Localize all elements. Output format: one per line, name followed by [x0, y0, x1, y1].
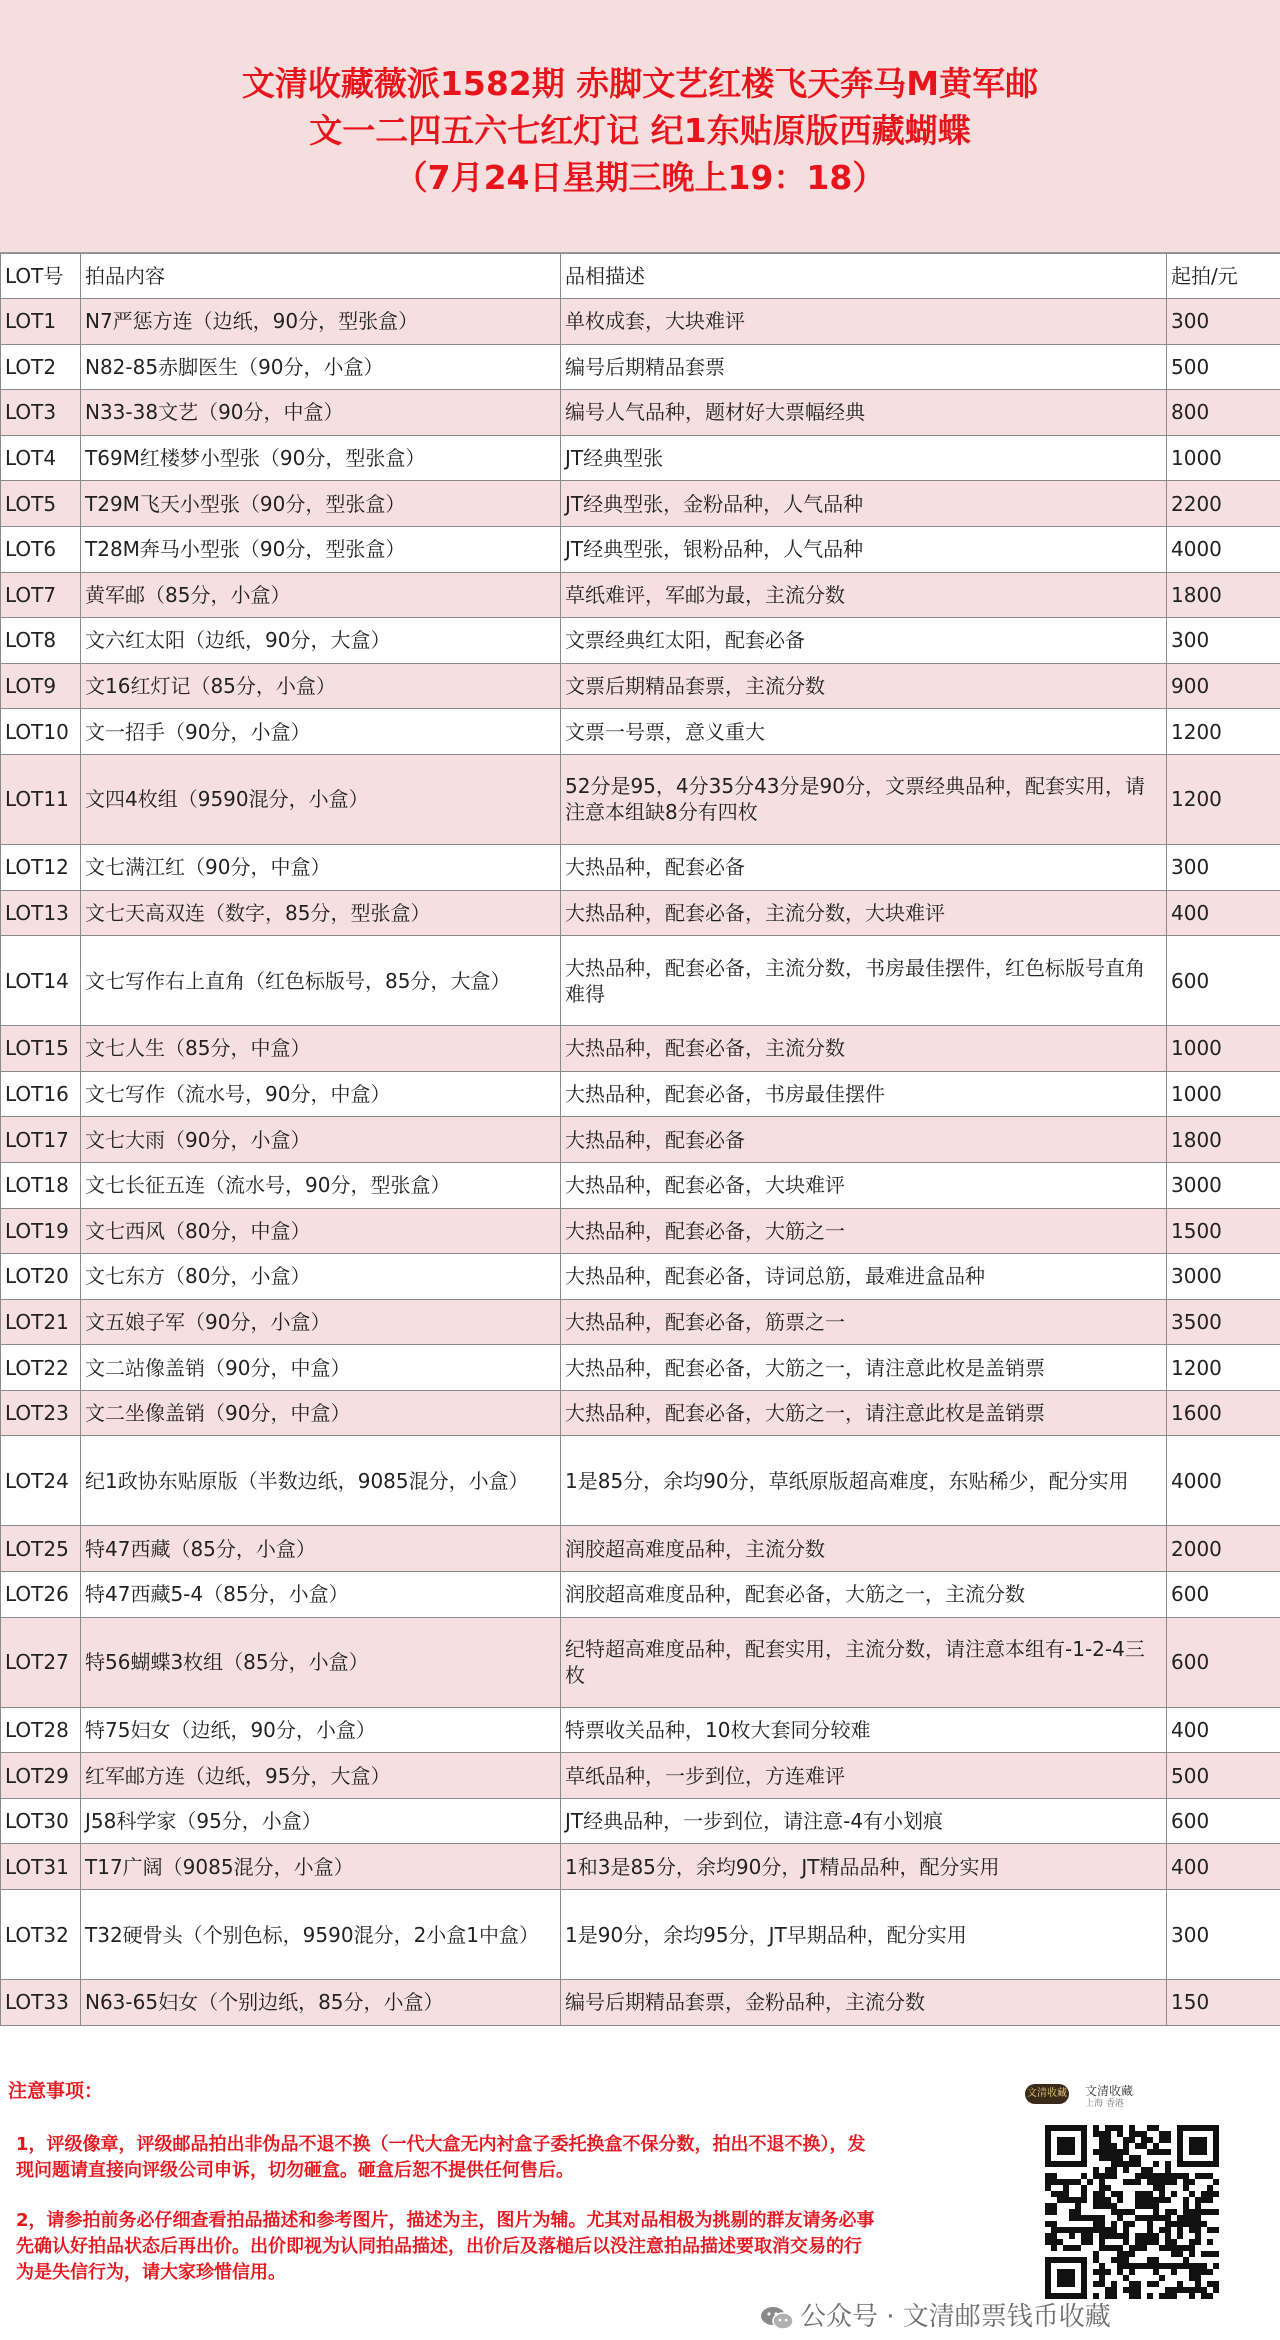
table-header-row: [1, 254, 1280, 299]
lot-cell: LOT26: [1, 1572, 81, 1618]
title-line-3: （7月24日星期三晚上19：18）: [394, 158, 886, 197]
item-cell: 文16红灯记（85分，小盒）: [81, 663, 561, 709]
table-row: [1, 1117, 1280, 1163]
item-cell: N33-38文艺（90分，中盒）: [81, 390, 561, 436]
table-row: [1, 481, 1280, 527]
price-cell: 1000: [1167, 435, 1280, 481]
item-cell: 文五娘子军（90分，小盒）: [81, 1299, 561, 1345]
desc-cell: JT经典型张，金粉品种，人气品种: [561, 481, 1167, 527]
desc-cell: 特票收关品种，10枚大套同分较难: [561, 1707, 1167, 1753]
desc-cell: 纪特超高难度品种，配套实用，主流分数，请注意本组有-1-2-4三枚: [561, 1617, 1167, 1707]
desc-cell: 草纸品种，一步到位，方连难评: [561, 1753, 1167, 1799]
table-row: [1, 344, 1280, 390]
note-1: 1，评级像章，评级邮品拍出非伪品不退不换（一代大盒无内衬盒子委托换盒不保分数，拍出不退不换），发现问题请直接向评级公司申诉，切勿砸盒。砸盒后恕不提供任何售后。: [16, 2134, 866, 2181]
lot-cell: LOT28: [1, 1707, 81, 1753]
item-cell: T32硬骨头（个别色标，9590混分，2小盒1中盒）: [81, 1890, 561, 1980]
table-row: [1, 890, 1280, 936]
price-cell: 4000: [1167, 1436, 1280, 1526]
desc-cell: 大热品种，配套必备，主流分数: [561, 1026, 1167, 1072]
title-line-2: 文一二四五六七红灯记 纪1东贴原版西藏蝴蝶: [309, 111, 971, 150]
price-cell: 1200: [1167, 754, 1280, 844]
lot-cell: LOT16: [1, 1071, 81, 1117]
table-row: [1, 1572, 1280, 1618]
price-cell: 300: [1167, 1890, 1280, 1980]
item-cell: 特75妇女（边纸，90分，小盒）: [81, 1707, 561, 1753]
price-cell: 800: [1167, 390, 1280, 436]
price-cell: 500: [1167, 1753, 1280, 1799]
price-cell: 600: [1167, 936, 1280, 1026]
desc-cell: 文票经典红太阳，配套必备: [561, 618, 1167, 664]
price-cell: 1600: [1167, 1390, 1280, 1436]
lot-cell: LOT27: [1, 1617, 81, 1707]
price-cell: 400: [1167, 1844, 1280, 1890]
item-cell: T29M飞天小型张（90分，型张盒）: [81, 481, 561, 527]
price-cell: 300: [1167, 844, 1280, 890]
table-row: [1, 1707, 1280, 1753]
desc-cell: 大热品种，配套必备: [561, 1117, 1167, 1163]
desc-cell: 编号后期精品套票，金粉品种，主流分数: [561, 1980, 1167, 2026]
title-line-1: 文清收藏薇派1582期 赤脚文艺红楼飞天奔马M黄军邮: [241, 64, 1039, 103]
table-row: [1, 1980, 1280, 2026]
notes-title: 注意事项：: [8, 2080, 104, 2102]
lot-cell: LOT33: [1, 1980, 81, 2026]
desc-cell: 1和3是85分，余均90分，JT精品品种，配分实用: [561, 1844, 1167, 1890]
lot-cell: LOT11: [1, 754, 81, 844]
table-row: [1, 390, 1280, 436]
desc-cell: 大热品种，配套必备: [561, 844, 1167, 890]
table-row: [1, 1753, 1280, 1799]
table-row: [1, 844, 1280, 890]
price-cell: 300: [1167, 618, 1280, 664]
desc-cell: 单枚成套，大块难评: [561, 299, 1167, 345]
price-cell: 1200: [1167, 709, 1280, 755]
item-cell: T28M奔马小型张（90分，型张盒）: [81, 526, 561, 572]
item-cell: 文七写作（流水号，90分，中盒）: [81, 1071, 561, 1117]
price-cell: 900: [1167, 663, 1280, 709]
col-header-item: 拍品内容: [81, 254, 561, 299]
item-cell: 红军邮方连（边纸，95分，大盒）: [81, 1753, 561, 1799]
desc-cell: 文票一号票，意义重大: [561, 709, 1167, 755]
lot-cell: LOT21: [1, 1299, 81, 1345]
lot-cell: LOT5: [1, 481, 81, 527]
desc-cell: 润胶超高难度品种，主流分数: [561, 1526, 1167, 1572]
item-cell: J58科学家（95分，小盒）: [81, 1798, 561, 1844]
lot-cell: LOT15: [1, 1026, 81, 1072]
desc-cell: 52分是95，4分35分43分是90分，文票经典品种，配套实用，请注意本组缺8分有四枚: [561, 754, 1167, 844]
desc-cell: JT经典型张: [561, 435, 1167, 481]
price-cell: 4000: [1167, 526, 1280, 572]
item-cell: 文七人生（85分，中盒）: [81, 1026, 561, 1072]
price-cell: 1000: [1167, 1071, 1280, 1117]
table-row: [1, 1345, 1280, 1391]
item-cell: 文七东方（80分，小盒）: [81, 1254, 561, 1300]
price-cell: 1200: [1167, 1345, 1280, 1391]
lot-cell: LOT3: [1, 390, 81, 436]
item-cell: T69M红楼梦小型张（90分，型张盒）: [81, 435, 561, 481]
qr-code-image: [1035, 2125, 1230, 2300]
table-row: [1, 1844, 1280, 1890]
price-cell: 500: [1167, 344, 1280, 390]
desc-cell: 大热品种，配套必备，大筋之一，请注意此枚是盖销票: [561, 1345, 1167, 1391]
table-row: [1, 1299, 1280, 1345]
lot-cell: LOT8: [1, 618, 81, 664]
item-cell: 文六红太阳（边纸，90分，大盒）: [81, 618, 561, 664]
desc-cell: 文票后期精品套票，主流分数: [561, 663, 1167, 709]
item-cell: 文七长征五连（流水号，90分，型张盒）: [81, 1162, 561, 1208]
table-row: [1, 936, 1280, 1026]
lot-cell: LOT32: [1, 1890, 81, 1980]
price-cell: 1500: [1167, 1208, 1280, 1254]
price-cell: 150: [1167, 1980, 1280, 2026]
table-row: [1, 1071, 1280, 1117]
price-cell: 3000: [1167, 1162, 1280, 1208]
desc-cell: 1是90分，余均95分，JT早期品种，配分实用: [561, 1890, 1167, 1980]
lot-cell: LOT22: [1, 1345, 81, 1391]
lot-cell: LOT23: [1, 1390, 81, 1436]
item-cell: 文七满江红（90分，中盒）: [81, 844, 561, 890]
table-row: [1, 709, 1280, 755]
item-cell: 特56蝴蝶3枚组（85分，小盒）: [81, 1617, 561, 1707]
desc-cell: 大热品种，配套必备，大筋之一，请注意此枚是盖销票: [561, 1390, 1167, 1436]
qr-code: [1035, 2125, 1230, 2300]
item-cell: N7严惩方连（边纸，90分，型张盒）: [81, 299, 561, 345]
price-cell: 300: [1167, 299, 1280, 345]
desc-cell: 大热品种，配套必备，主流分数，书房最佳摆件，红色标版号直角难得: [561, 936, 1167, 1026]
lot-table: [0, 253, 1280, 2026]
desc-cell: 1是85分，余均90分，草纸原版超高难度，东贴稀少，配分实用: [561, 1436, 1167, 1526]
price-cell: 3000: [1167, 1254, 1280, 1300]
lot-cell: LOT12: [1, 844, 81, 890]
watermark-text: 公众号 · 文清邮票钱币收藏: [800, 2302, 1111, 2332]
table-row: [1, 1526, 1280, 1572]
item-cell: 文七写作右上直角（红色标版号，85分，大盒）: [81, 936, 561, 1026]
col-header-desc: 品相描述: [561, 254, 1167, 299]
item-cell: T17广阔（9085混分，小盒）: [81, 1844, 561, 1890]
brand-sub: 上海 香港: [1085, 2099, 1124, 2109]
lot-cell: LOT1: [1, 299, 81, 345]
lot-cell: LOT7: [1, 572, 81, 618]
table-row: [1, 435, 1280, 481]
price-cell: 1800: [1167, 572, 1280, 618]
price-cell: 1800: [1167, 1117, 1280, 1163]
desc-cell: 大热品种，配套必备，诗词总筋，最难进盒品种: [561, 1254, 1167, 1300]
note-2: 2，请参拍前务必仔细查看拍品描述和参考图片，描述为主，图片为辅。尤其对品相极为挑剔的群友请务必事先确认好拍品状态后再出价。出价即视为认同拍品描述，出价后及落槌后以没注意拍品描述要取消交易的行为是失信行为，请大家珍惜信用。: [16, 2210, 875, 2283]
desc-cell: JT经典品种，一步到位，请注意-4有小划痕: [561, 1798, 1167, 1844]
price-cell: 2000: [1167, 1526, 1280, 1572]
col-header-lot: LOT号: [1, 254, 81, 299]
table-row: [1, 526, 1280, 572]
desc-cell: 大热品种，配套必备，书房最佳摆件: [561, 1071, 1167, 1117]
col-header-price: 起拍/元: [1167, 254, 1280, 299]
item-cell: 文四4枚组（9590混分，小盒）: [81, 754, 561, 844]
table-row: [1, 1026, 1280, 1072]
price-cell: 3500: [1167, 1299, 1280, 1345]
item-cell: 特47西藏（85分，小盒）: [81, 1526, 561, 1572]
item-cell: 文七大雨（90分，小盒）: [81, 1117, 561, 1163]
item-cell: 特47西藏5-4（85分，小盒）: [81, 1572, 561, 1618]
desc-cell: 大热品种，配套必备，大块难评: [561, 1162, 1167, 1208]
table-row: [1, 1390, 1280, 1436]
table-row: [1, 1436, 1280, 1526]
watermark: [760, 2296, 1111, 2333]
lot-cell: LOT13: [1, 890, 81, 936]
lot-cell: LOT14: [1, 936, 81, 1026]
price-cell: 600: [1167, 1617, 1280, 1707]
table-row: [1, 663, 1280, 709]
table-row: [1, 1254, 1280, 1300]
table-row: [1, 754, 1280, 844]
lot-cell: LOT10: [1, 709, 81, 755]
lot-cell: LOT30: [1, 1798, 81, 1844]
item-cell: 文七天高双连（数字，85分，型张盒）: [81, 890, 561, 936]
lot-cell: LOT24: [1, 1436, 81, 1526]
desc-cell: 大热品种，配套必备，主流分数，大块难评: [561, 890, 1167, 936]
desc-cell: 大热品种，配套必备，大筋之一: [561, 1208, 1167, 1254]
price-cell: 400: [1167, 1707, 1280, 1753]
table-row: [1, 572, 1280, 618]
item-cell: 黄军邮（85分，小盒）: [81, 572, 561, 618]
brand-name: 文清收藏: [1085, 2084, 1134, 2098]
item-cell: 文七西风（80分，中盒）: [81, 1208, 561, 1254]
table-row: [1, 1162, 1280, 1208]
table-row: [1, 1617, 1280, 1707]
lot-cell: LOT18: [1, 1162, 81, 1208]
price-cell: 600: [1167, 1572, 1280, 1618]
item-cell: 纪1政协东贴原版（半数边纸，9085混分，小盒）: [81, 1436, 561, 1526]
desc-cell: 编号人气品种，题材好大票幅经典: [561, 390, 1167, 436]
desc-cell: JT经典型张，银粉品种，人气品种: [561, 526, 1167, 572]
lot-cell: LOT31: [1, 1844, 81, 1890]
table-row: [1, 299, 1280, 345]
price-cell: 2200: [1167, 481, 1280, 527]
lot-cell: LOT9: [1, 663, 81, 709]
desc-cell: 大热品种，配套必备，筋票之一: [561, 1299, 1167, 1345]
price-cell: 600: [1167, 1798, 1280, 1844]
lot-cell: LOT2: [1, 344, 81, 390]
price-cell: 400: [1167, 890, 1280, 936]
table-row: [1, 618, 1280, 664]
brand-logo: 文清收藏: [1025, 2084, 1069, 2104]
price-cell: 1000: [1167, 1026, 1280, 1072]
lot-cell: LOT25: [1, 1526, 81, 1572]
item-cell: 文一招手（90分，小盒）: [81, 709, 561, 755]
table-row: [1, 1208, 1280, 1254]
desc-cell: 草纸难评，军邮为最，主流分数: [561, 572, 1167, 618]
item-cell: 文二站像盖销（90分，中盒）: [81, 1345, 561, 1391]
item-cell: N82-85赤脚医生（90分，小盒）: [81, 344, 561, 390]
wechat-icon: [760, 2305, 794, 2331]
lot-cell: LOT6: [1, 526, 81, 572]
desc-cell: 润胶超高难度品种，配套必备，大筋之一，主流分数: [561, 1572, 1167, 1618]
lot-cell: LOT19: [1, 1208, 81, 1254]
lot-cell: LOT17: [1, 1117, 81, 1163]
auction-header: [0, 0, 1280, 253]
brand-block: [1025, 2082, 1225, 2109]
lot-cell: LOT29: [1, 1753, 81, 1799]
lot-cell: LOT4: [1, 435, 81, 481]
table-row: [1, 1798, 1280, 1844]
desc-cell: 编号后期精品套票: [561, 344, 1167, 390]
lot-table-body: [1, 299, 1280, 2026]
lot-cell: LOT20: [1, 1254, 81, 1300]
item-cell: 文二坐像盖销（90分，中盒）: [81, 1390, 561, 1436]
table-row: [1, 1890, 1280, 1980]
item-cell: N63-65妇女（个别边纸，85分，小盒）: [81, 1980, 561, 2026]
